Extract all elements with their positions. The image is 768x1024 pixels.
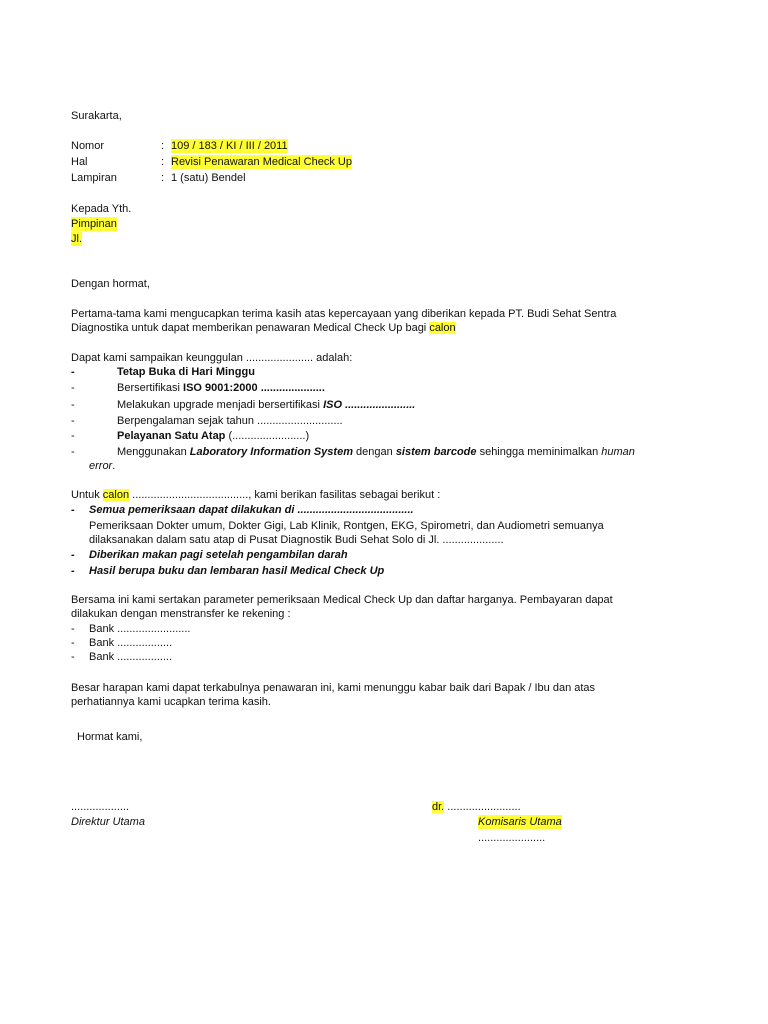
bank-dash-1: - bbox=[71, 623, 75, 635]
facility-item-2: Diberikan makan pagi setelah pengambilan darah bbox=[89, 549, 348, 561]
payment-line1: Bersama ini kami sertakan parameter pemeriksaan Medical Check Up dan daftar harganya. Pembayaran dapat bbox=[71, 594, 613, 606]
greeting: Dengan hormat, bbox=[71, 278, 150, 290]
calon-highlight: calon bbox=[429, 322, 456, 334]
nomor-value: 109 / 183 / KI / III / 2011 bbox=[171, 140, 288, 152]
para1-line1: Pertama-tama kami mengucapkan terima kasih atas kepercayaan yang diberikan kepada PT. Budi Sehat Sentra bbox=[71, 308, 617, 320]
advantage-dash-1: - bbox=[71, 366, 75, 378]
payment-line2: dilakukan dengan menstransfer ke rekening : bbox=[71, 608, 291, 620]
signature-right-name: dr. ........................ bbox=[432, 801, 521, 813]
city-date: Surakarta, bbox=[71, 110, 122, 122]
bank-dash-2: - bbox=[71, 637, 75, 649]
advantages-intro: Dapat kami sampaikan keunggulan ...................... adalah: bbox=[71, 352, 353, 364]
nomor-label: Nomor bbox=[71, 140, 105, 152]
hal-label: Hal bbox=[71, 156, 88, 168]
facility-item-1: Semua pemeriksaan dapat dilakukan di ...................................... bbox=[89, 504, 414, 516]
nomor-colon: : bbox=[161, 140, 165, 152]
facility-detail-line1: Pemeriksaan Dokter umum, Dokter Gigi, Lab Klinik, Rontgen, EKG, Spirometri, dan Audiometri semuanya bbox=[89, 520, 604, 532]
closing-line2: perhatiannya kami ucapkan terima kasih. bbox=[71, 696, 271, 708]
advantage-item-5: Pelayanan Satu Atap (........................) bbox=[117, 430, 310, 442]
lampiran-colon: : bbox=[161, 172, 165, 184]
advantage-item-6-cont: error. bbox=[89, 460, 116, 472]
facility-detail-line2: dilaksanakan dalam satu atap di Pusat Diagnostik Budi Sehat Solo di Jl. .................... bbox=[89, 534, 504, 546]
signature-left-title: Direktur Utama bbox=[71, 816, 145, 828]
advantage-item-1: Tetap Buka di Hari Minggu bbox=[117, 366, 255, 378]
advantage-dash-2: - bbox=[71, 382, 75, 394]
signature-right-extra: ...................... bbox=[478, 832, 546, 844]
facility-dash-2: - bbox=[71, 549, 75, 561]
facility-dash-1: - bbox=[71, 504, 75, 516]
hal-colon: : bbox=[161, 156, 165, 168]
facility-item-3: Hasil berupa buku dan lembaran hasil Medical Check Up bbox=[89, 565, 385, 577]
advantage-dash-5: - bbox=[71, 430, 75, 442]
bank-dash-3: - bbox=[71, 651, 75, 663]
bank-item-3: Bank .................. bbox=[89, 651, 173, 663]
advantage-dash-4: - bbox=[71, 415, 75, 427]
recipient-line1: Kepada Yth. bbox=[71, 203, 132, 215]
bank-item-1: Bank ........................ bbox=[89, 623, 191, 635]
advantage-item-6: Menggunakan Laboratory Information System dengan sistem barcode sehingga meminimalkan human bbox=[117, 446, 635, 458]
advantage-dash-6: - bbox=[71, 446, 75, 458]
recipient-line3: Jl. bbox=[71, 233, 82, 245]
signature-right-title: Komisaris Utama bbox=[478, 816, 562, 828]
advantage-item-4: Berpengalaman sejak tahun ............................ bbox=[117, 415, 343, 427]
signature-left-name: ................... bbox=[71, 801, 130, 813]
advantage-item-2: Bersertifikasi ISO 9001:2000 ..................... bbox=[117, 382, 325, 394]
recipient-line2: Pimpinan bbox=[71, 218, 117, 230]
signoff: Hormat kami, bbox=[77, 731, 143, 743]
bank-item-2: Bank .................. bbox=[89, 637, 173, 649]
facility-dash-3: - bbox=[71, 565, 75, 577]
advantage-dash-3: - bbox=[71, 399, 75, 411]
advantage-item-3: Melakukan upgrade menjadi bersertifikasi ISO ....................... bbox=[117, 399, 416, 411]
para1-line2: Diagnostika untuk dapat memberikan penawaran Medical Check Up bagi calon bbox=[71, 322, 456, 334]
hal-value: Revisi Penawaran Medical Check Up bbox=[171, 156, 352, 168]
lampiran-value: 1 (satu) Bendel bbox=[171, 172, 246, 184]
lampiran-label: Lampiran bbox=[71, 172, 117, 184]
closing-line1: Besar harapan kami dapat terkabulnya penawaran ini, kami menunggu kabar baik dari Bapak / Ibu dan atas bbox=[71, 682, 596, 694]
facilities-intro: Untuk calon ......................................, kami berikan fasilitas sebagai berikut : bbox=[71, 489, 441, 501]
